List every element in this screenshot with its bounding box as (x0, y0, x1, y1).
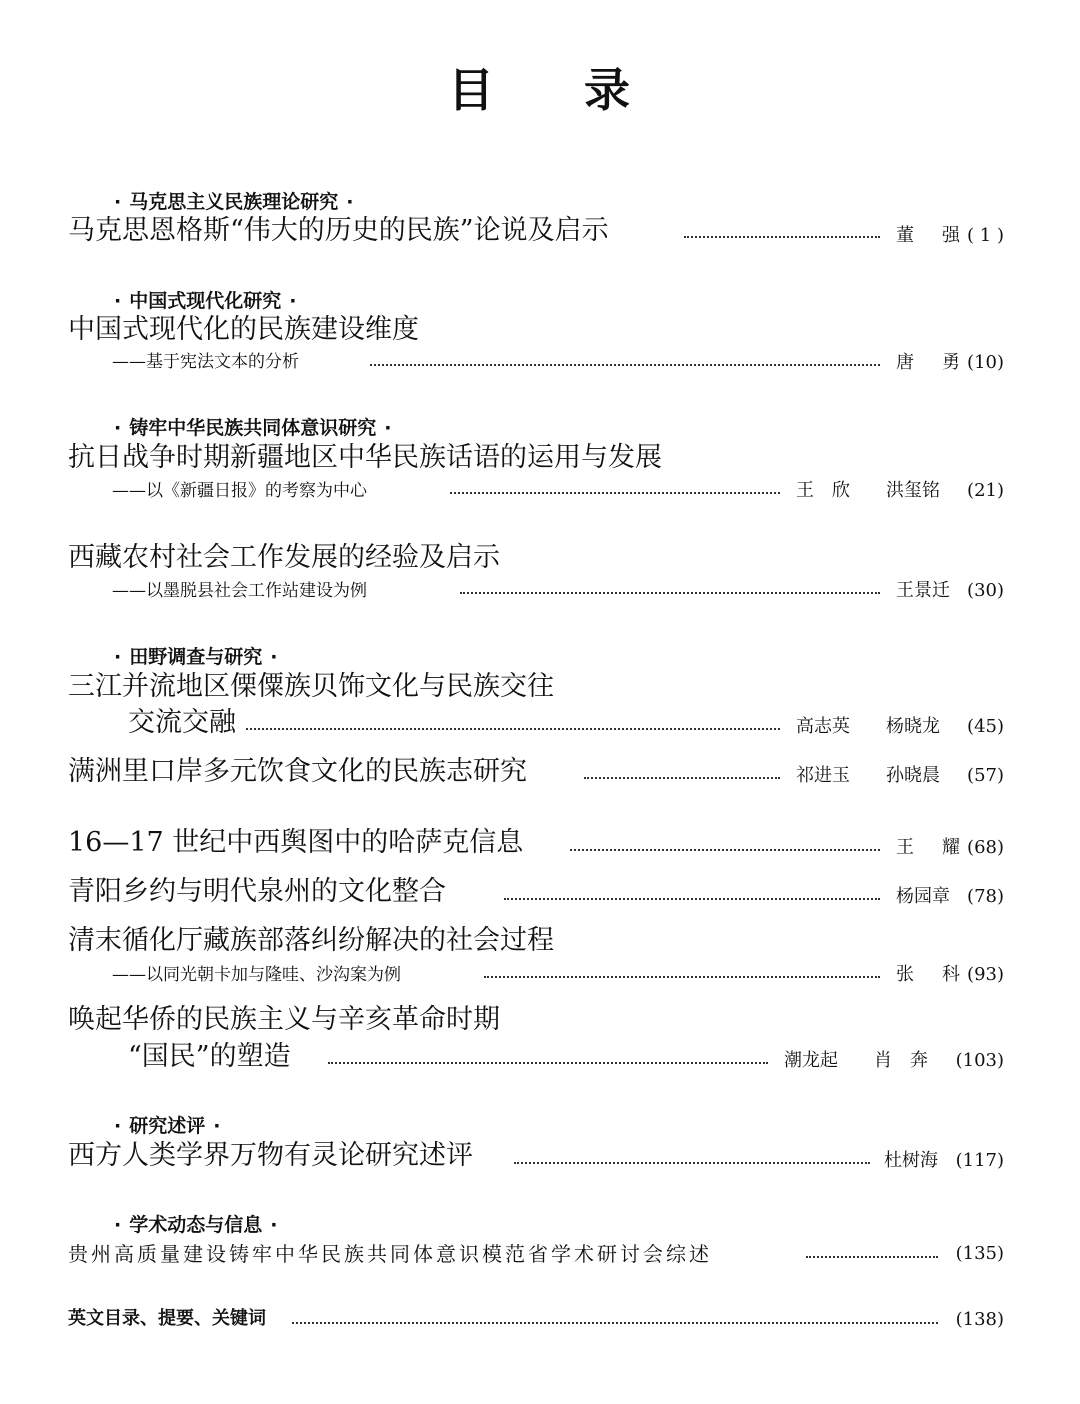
entry-page: (117) (955, 1150, 1004, 1171)
entry-author: 王 耀 (896, 837, 960, 858)
entry-page: (21) (967, 480, 1004, 501)
section-heading-news (114, 1213, 277, 1237)
bullet-dot: · (114, 417, 122, 439)
dot-leader (570, 849, 880, 851)
dot-leader (806, 1256, 938, 1258)
bullet-dot: · (270, 646, 278, 668)
dot-leader (370, 364, 880, 366)
entry-title[interactable]: 贵州高质量建设铸牢中华民族共同体意识模范省学术研讨会综述 (68, 1242, 712, 1266)
entry-author: 杜树海 (884, 1150, 938, 1171)
section-heading-modernization (114, 289, 296, 313)
dot-leader (484, 976, 880, 978)
entry-title[interactable]: 清末循化厅藏族部落纠纷解决的社会过程 (68, 925, 554, 956)
dot-leader (460, 592, 880, 594)
section-label: 铸牢中华民族共同体意识研究 (129, 417, 377, 439)
section-label: 研究述评 (129, 1115, 206, 1137)
bullet-dot: · (114, 646, 122, 668)
section-heading-fieldwork (114, 645, 277, 669)
entry-page: (68) (967, 837, 1004, 858)
entry-author: 潮龙起 肖 奔 (784, 1050, 928, 1071)
entry-title[interactable]: 满洲里口岸多元饮食文化的民族志研究 (68, 756, 527, 787)
bullet-dot: · (346, 191, 354, 213)
entry-page: (30) (967, 580, 1004, 601)
dot-leader (246, 728, 780, 730)
entry-page: (57) (967, 765, 1004, 786)
entry-subtitle: ——以《新疆日报》的考察为中心 (112, 481, 367, 501)
entry-title[interactable]: 三江并流地区傈僳族贝饰文化与民族交往 (68, 671, 554, 702)
section-heading-review (114, 1114, 220, 1138)
dot-leader (292, 1322, 938, 1324)
section-label: 学术动态与信息 (129, 1214, 263, 1236)
bullet-dot: · (114, 1214, 122, 1236)
page-title-char-2: 录 (584, 63, 632, 117)
dot-leader (328, 1062, 768, 1064)
entry-author: 祁进玉 孙晓晨 (796, 765, 940, 786)
bullet-dot: · (270, 1214, 278, 1236)
entry-author: 王 欣 洪玺铭 (796, 480, 940, 501)
entry-subtitle: ——以同光朝卡加与隆哇、沙沟案为例 (112, 965, 401, 985)
dot-leader (514, 1162, 870, 1164)
entry-page: (45) (967, 716, 1004, 737)
entry-page: (103) (955, 1050, 1004, 1071)
bullet-dot: · (114, 290, 122, 312)
entry-author: 高志英 杨晓龙 (796, 716, 940, 737)
section-label: 中国式现代化研究 (129, 290, 282, 312)
entry-page: (93) (967, 964, 1004, 985)
bullet-dot: · (289, 290, 297, 312)
entry-page: (10) (967, 352, 1004, 373)
entry-author: 唐 勇 (896, 352, 960, 373)
dot-leader (504, 898, 880, 900)
entry-title[interactable]: 抗日战争时期新疆地区中华民族话语的运用与发展 (68, 442, 662, 473)
bullet-dot: · (114, 191, 122, 213)
section-heading-marxist (114, 190, 353, 214)
dot-leader (684, 236, 880, 238)
entry-page: (138) (955, 1309, 1004, 1330)
dot-leader (584, 777, 780, 779)
page-title-char-1: 目 (448, 63, 496, 117)
bullet-dot: · (114, 1115, 122, 1137)
page-title (0, 62, 1080, 118)
section-label: 马克思主义民族理论研究 (129, 191, 339, 213)
entry-title[interactable]: 中国式现代化的民族建设维度 (68, 314, 419, 345)
entry-page: ( 1 ) (967, 225, 1004, 246)
entry-page: (78) (967, 886, 1004, 907)
entry-title[interactable]: 16—17 世纪中西舆图中的哈萨克信息 (68, 827, 524, 858)
entry-author: 杨园章 (896, 886, 950, 907)
entry-title-english-contents[interactable]: 英文目录、提要、关键词 (68, 1308, 266, 1329)
entry-page: (135) (955, 1243, 1004, 1264)
bullet-dot: · (213, 1115, 221, 1137)
entry-subtitle: ——基于宪法文本的分析 (112, 352, 299, 372)
entry-author: 张 科 (896, 964, 960, 985)
entry-title[interactable]: 西藏农村社会工作发展的经验及启示 (68, 542, 500, 573)
bullet-dot: · (384, 417, 392, 439)
entry-author: 董 强 (896, 225, 960, 246)
entry-title-continued[interactable]: 交流交融 (128, 707, 236, 738)
section-label: 田野调查与研究 (129, 646, 263, 668)
entry-title-continued[interactable]: “国民”的塑造 (128, 1041, 291, 1072)
entry-title[interactable]: 唤起华侨的民族主义与辛亥革命时期 (68, 1004, 500, 1035)
entry-title[interactable]: 青阳乡约与明代泉州的文化整合 (68, 876, 446, 907)
entry-author: 王景迁 (896, 580, 950, 601)
dot-leader (450, 492, 780, 494)
section-heading-community (114, 416, 391, 440)
entry-subtitle: ——以墨脱县社会工作站建设为例 (112, 581, 367, 601)
entry-title[interactable]: 马克思恩格斯“伟大的历史的民族”论说及启示 (68, 215, 609, 246)
entry-title[interactable]: 西方人类学界万物有灵论研究述评 (68, 1140, 473, 1171)
